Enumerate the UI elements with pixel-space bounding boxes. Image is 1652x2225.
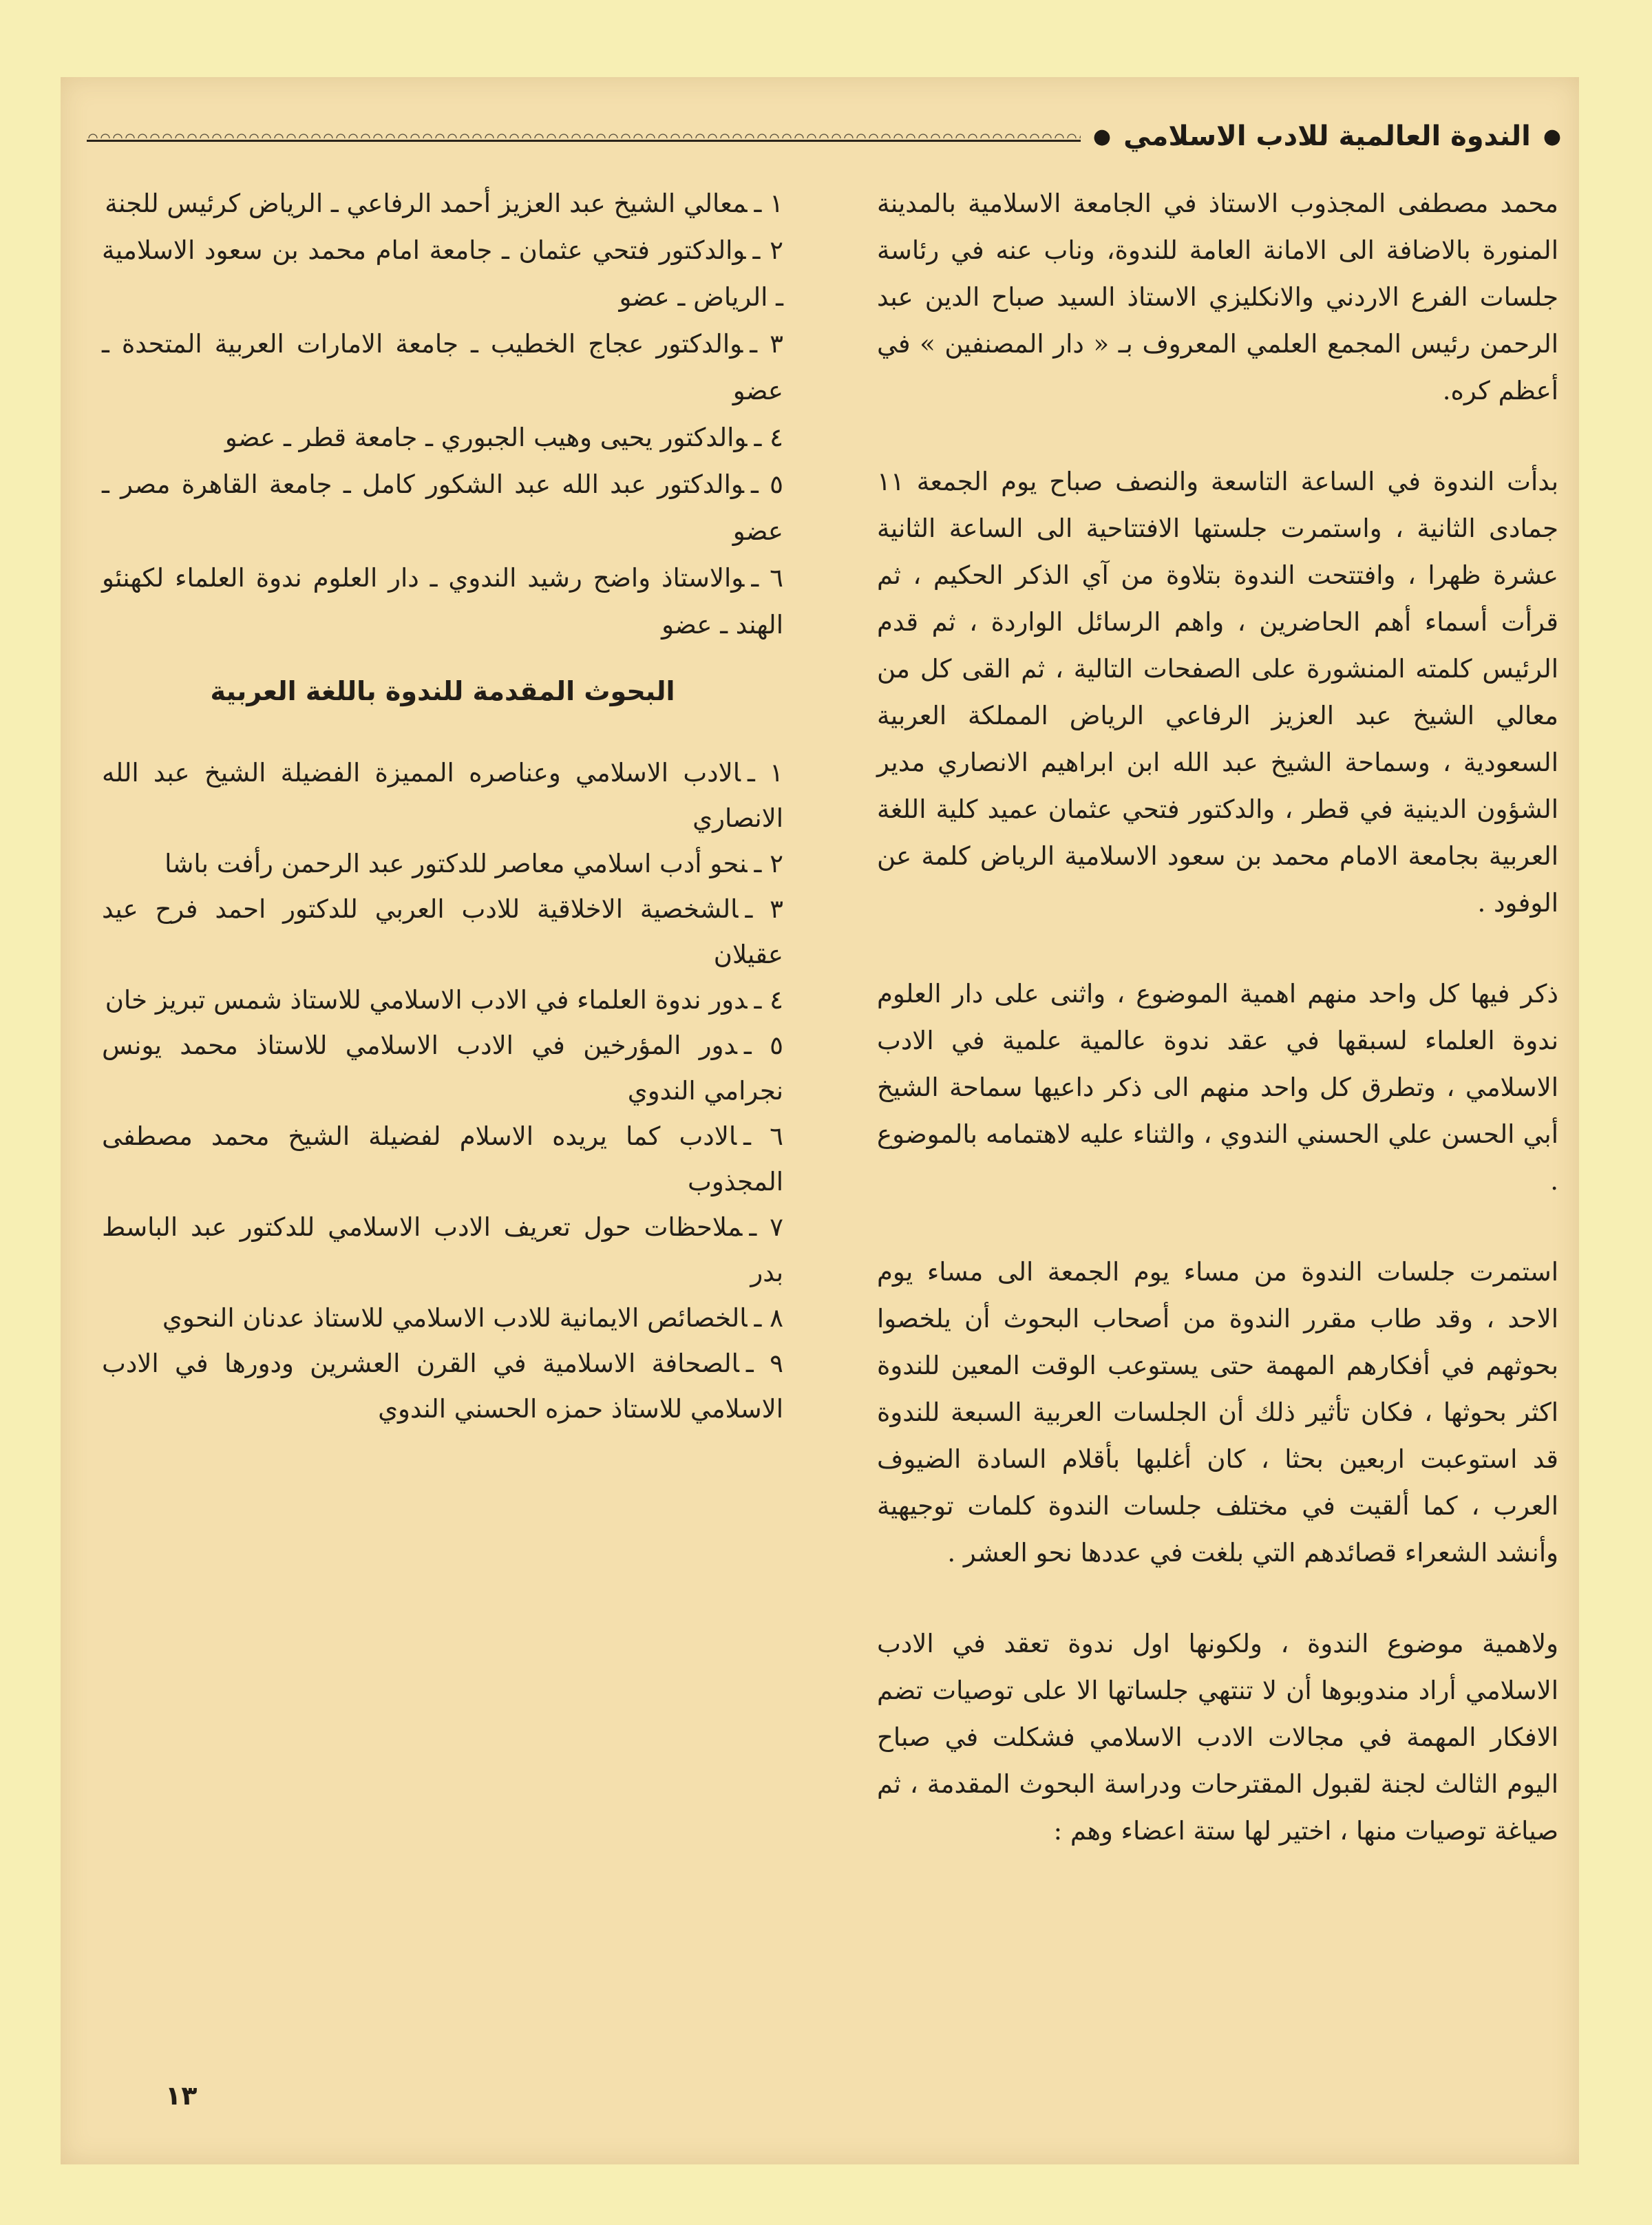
right-column <box>877 180 1558 1855</box>
paper-text: ملاحظات حول تعريف الادب الاسلامي للدكتور عبد الباسط بدر <box>102 1212 783 1287</box>
committee-list <box>102 180 783 648</box>
member-text: والاستاذ واضح رشيد الندوي ـ دار العلوم ندوة العلماء لكهنئو الهند ـ عضو <box>102 563 783 640</box>
committee-member <box>102 227 783 321</box>
paper-text: الادب كما يريده الاسلام لفضيلة الشيخ محمد مصطفى المجذوب <box>102 1121 783 1196</box>
paper-text: الخصائص الايمانية للادب الاسلامي للاستاذ عدنان النحوي <box>162 1303 748 1333</box>
paper-item <box>102 978 783 1023</box>
paper-item <box>102 1205 783 1296</box>
committee-member <box>102 321 783 414</box>
paper-text: دور ندوة العلماء في الادب الاسلامي للاستاذ شمس تبريز خان <box>105 985 748 1015</box>
page-number: ١٣ <box>165 2080 198 2111</box>
paper-item <box>102 750 783 841</box>
item-number: ٢ ـ <box>754 849 783 878</box>
committee-member <box>102 555 783 648</box>
member-text: والدكتور يحيى وهيب الجبوري ـ جامعة قطر ـ عضو <box>224 423 748 452</box>
item-number: ٣ ـ <box>745 894 784 924</box>
paper-text: الصحافة الاسلامية في القرن العشرين ودورها في الادب الاسلامي للاستاذ حمزه الحسني الندوي <box>102 1349 783 1424</box>
item-number: ٦ ـ <box>743 1121 783 1151</box>
item-number: ٥ ـ <box>743 1031 783 1060</box>
paper-item <box>102 841 783 887</box>
item-number: ٦ ـ <box>751 563 784 593</box>
member-text: والدكتور فتحي عثمان ـ جامعة امام محمد بن سعود الاسلامية ـ الرياض ـ عضو <box>102 235 783 312</box>
header-bullet-icon: ● <box>1092 124 1112 149</box>
article-paragraph: ولاهمية موضوع الندوة ، ولكونها اول ندوة تعقد في الادب الاسلامي أراد مندوبوها أن لا تنتهي جلساتها الا على توصيات تضم الافكار المهمة في مجالات الادب الاسلامي فشكلت في صباح اليوم الثالث لجنة لقبول المقترحات ودراسة البحوث المقدمة ، ثم صياغة توصيات منها ، اختير لها ستة اعضاء وهم : <box>877 1629 1558 1846</box>
article-paragraph: ذكر فيها كل واحد منهم اهمية الموضوع ، واثنى على دار العلوم ندوة العلماء لسبقها في عقد ندوة عالمية علمية في الادب الاسلامي ، وتطرق كل واحد منهم الى ذكر داعيها سماحة الشيخ أبي الحسن علي الحسني الندوي ، والثناء عليه لاهتمامه بالموضوع . <box>877 979 1558 1196</box>
committee-member <box>102 461 783 555</box>
member-text: والدكتور عبد الله عبد الشكور كامل ـ جامعة القاهرة مصر ـ عضو <box>102 470 783 546</box>
article-paragraph: استمرت جلسات الندوة من مساء يوم الجمعة الى مساء يوم الاحد ، وقد طاب مقرر الندوة من أصحاب البحوث أن يلخصوا بحوثهم في أفكارهم المهمة حتى يستوعب الوقت المعين للندوة اكثر بحوثها ، فكان تأثير ذلك أن الجلسات العربية السبعة للندوة قد استوعبت اربعين بحثا ، كان أغلبها بأقلام السادة الضيوف العرب ، كما ألقيت في مختلف جلسات الندوة كلمات توجيهية وأنشد الشعراء قصائدهم التي بلغت في عددها نحو العشر . <box>877 1257 1558 1568</box>
header-title: الندوة العالمية للادب الاسلامي <box>1123 120 1531 152</box>
paper-item <box>102 1341 783 1432</box>
item-number: ٥ ـ <box>750 470 783 499</box>
committee-member <box>102 180 783 227</box>
paper-text: الادب الاسلامي وعناصره المميزة الفضيلة الشيخ عبد الله الانصاري <box>102 758 783 833</box>
item-number: ١ ـ <box>748 758 783 788</box>
header-bullet-icon: ● <box>1543 124 1561 149</box>
item-number: ١ ـ <box>754 189 783 218</box>
item-number: ٣ ـ <box>750 329 784 359</box>
article-paragraph: بدأت الندوة في الساعة التاسعة والنصف صباح يوم الجمعة ١١ جمادى الثانية ، واستمرت جلستها الافتتاحية الى الساعة الثانية عشرة ظهرا ، وافتتحت الندوة بتلاوة من آي الذكر الحكيم ، ثم قرأت أسماء أهم الحاضرين ، واهم الرسائل الواردة ، ثم قدم الرئيس كلمته المنشورة على الصفحات التالية ، ثم القى كل من معالي الشيخ عبد العزيز الرفاعي الرياض المملكة العربية السعودية ، وسماحة الشيخ عبد الله ابن ابراهيم الانصاري مدير الشؤون الدينية في قطر ، والدكتور فتحي عثمان عميد كلية اللغة العربية بجامعة الامام محمد بن سعود الاسلامية الرياض كلمة عن الوفود . <box>877 467 1558 918</box>
member-text: معالي الشيخ عبد العزيز أحمد الرفاعي ـ الرياض كرئيس للجنة <box>105 189 748 218</box>
committee-member <box>102 414 783 461</box>
member-text: والدكتور عجاج الخطيب ـ جامعة الامارات العربية المتحدة ـ عضو <box>102 329 783 405</box>
article-paragraph: محمد مصطفى المجذوب الاستاذ في الجامعة الاسلامية بالمدينة المنورة بالاضافة الى الامانة العامة للندوة، وناب عنه في رئاسة جلسات الفرع الاردني والانكليزي الاستاذ السيد صباح الدين عبد الرحمن رئيس المجمع العلمي المعروف بـ « دار المصنفين » في أعظم كره. <box>877 189 1558 405</box>
item-number: ٢ ـ <box>752 235 783 265</box>
paper-item <box>102 887 783 978</box>
magazine-page <box>61 77 1579 2164</box>
item-number: ٨ ـ <box>754 1303 783 1333</box>
paper-item <box>102 1114 783 1205</box>
page-header <box>87 116 1561 157</box>
paper-item <box>102 1296 783 1341</box>
paper-text: الشخصية الاخلاقية للادب العربي للدكتور احمد فرح عيد عقيلان <box>102 894 783 969</box>
papers-list <box>102 750 783 1432</box>
header-decorative-rule <box>87 131 1081 142</box>
item-number: ٧ ـ <box>749 1212 783 1242</box>
paper-text: دور المؤرخين في الادب الاسلامي للاستاذ محمد يونس نجرامي الندوي <box>102 1031 783 1106</box>
item-number: ٩ ـ <box>745 1349 783 1378</box>
left-column <box>102 180 783 1432</box>
item-number: ٤ ـ <box>754 985 783 1015</box>
paper-text: نحو أدب اسلامي معاصر للدكتور عبد الرحمن رأفت باشا <box>165 849 748 878</box>
paper-item <box>102 1023 783 1114</box>
item-number: ٤ ـ <box>754 423 783 452</box>
papers-section-title: البحوث المقدمة للندوة باللغة العربية <box>210 676 675 706</box>
